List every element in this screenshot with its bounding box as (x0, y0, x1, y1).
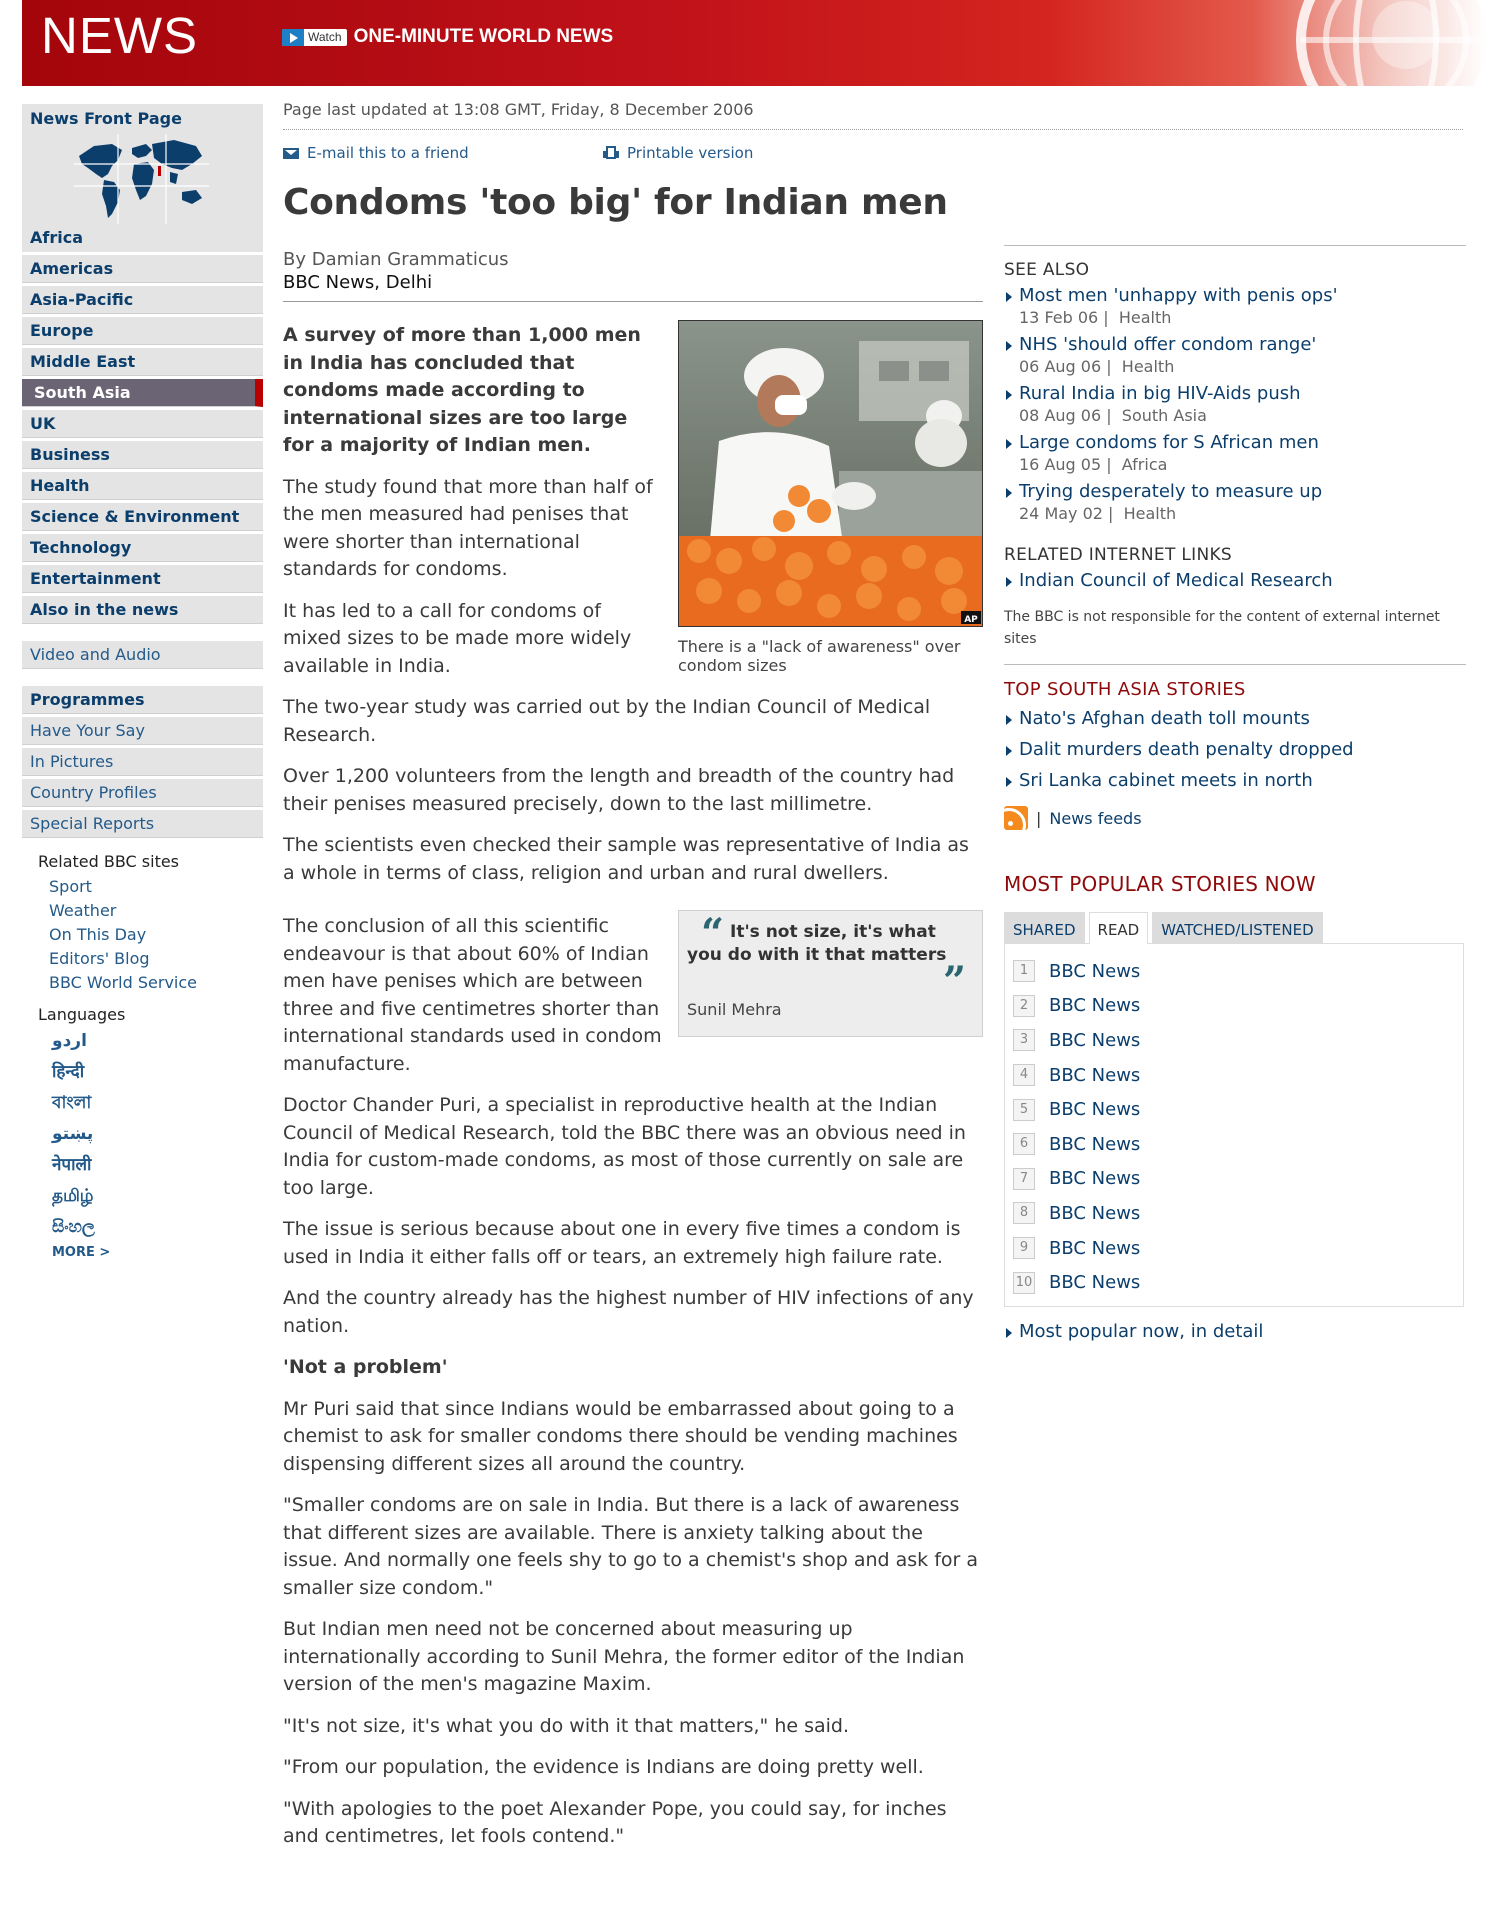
email-friend-link[interactable] (283, 144, 603, 162)
article-tools (283, 144, 983, 162)
languages-heading: Languages (38, 1005, 126, 1024)
pull-quote-text-wrap (687, 910, 974, 966)
updated-prefix: Page last updated at (283, 100, 454, 119)
top-story-link[interactable]: Sri Lanka cabinet meets in north (1004, 770, 1466, 792)
list-item (1013, 1231, 1463, 1266)
site-on-this-day[interactable]: On This Day (49, 925, 147, 944)
tab-watched-listened[interactable]: WATCHED/LISTENED (1152, 912, 1322, 944)
language-pashto[interactable]: پښتو (52, 1124, 94, 1144)
article-paragraph: "It's not size, it's what you do with it that matters," he said. (283, 1714, 850, 1737)
article-subheading: 'Not a problem' (283, 1356, 448, 1378)
divider (1004, 245, 1466, 246)
article-paragraph: Doctor Chander Puri, a specialist in reproductive health at the Indian Council of Medical Research, told the BBC there was an obvious need in India for custom-made condoms, as most of those currently on sale are too large. (283, 1094, 966, 1199)
popular-detail (1004, 1321, 1466, 1343)
rank-number: 7 (1013, 1168, 1035, 1190)
email-link-label: E-mail this to a friend (307, 144, 469, 162)
article-paragraph: "Smaller condoms are on sale in India. But there is a lack of awareness that different sizes are available. There is anxiety talking about the issue. And normally one feels shy to go to a chemist's shop and ask for a smaller size condom." (283, 1494, 979, 1599)
popular-link[interactable]: BBC News (1049, 1168, 1141, 1190)
photo-credit: AP (964, 615, 978, 625)
photo-caption: There is a "lack of awareness" over condom sizes (678, 637, 961, 675)
pull-quote (678, 910, 983, 1037)
nav-uk[interactable]: UK (22, 410, 263, 438)
tab-shared[interactable]: SHARED (1004, 912, 1085, 944)
nav-middle-east[interactable]: Middle East (22, 348, 263, 376)
byline-place: BBC News, Delhi (283, 272, 433, 293)
close-quote-icon: ” (942, 958, 966, 1005)
rank-number: 9 (1013, 1237, 1035, 1259)
nav-special-reports[interactable]: Special Reports (22, 810, 263, 838)
watch-badge (282, 29, 347, 46)
list-item (1013, 989, 1463, 1024)
popular-link[interactable]: BBC News (1049, 1237, 1141, 1259)
watch-title: ONE-MINUTE WORLD NEWS (353, 26, 614, 47)
nav-in-pictures[interactable]: In Pictures (22, 748, 263, 776)
list-item (1004, 770, 1466, 792)
list-item (1013, 1162, 1463, 1197)
list-item (1004, 481, 1466, 525)
nav-programmes[interactable]: Programmes (22, 686, 263, 714)
rank-number: 3 (1013, 1029, 1035, 1051)
site-sport[interactable]: Sport (49, 877, 92, 896)
popular-link[interactable]: BBC News (1049, 1272, 1141, 1294)
rank-number: 4 (1013, 1064, 1035, 1086)
article-paragraph: The conclusion of all this scientific endeavour is that about 60% of Indian men have penises which are between three and five centimetres shorter than international standards used in condom manufacture. (283, 915, 662, 1075)
article-paragraph: It has led to a call for condoms of mixed sizes to be made more widely available in India. (283, 599, 632, 677)
list-item (1013, 1058, 1463, 1093)
printer-icon (603, 146, 619, 160)
article-body (283, 322, 983, 1851)
nav-business[interactable]: Business (22, 441, 263, 469)
main-content (283, 100, 983, 1865)
article-paragraph: The study found that more than half of the men measured had penises that were shorter than international standards for condoms. (283, 475, 653, 580)
popular-link[interactable]: BBC News (1049, 1029, 1141, 1051)
most-popular-heading: MOST POPULAR STORIES NOW (1004, 872, 1316, 896)
popular-link[interactable]: BBC News (1049, 1133, 1141, 1155)
article-paragraph: But Indian men need not be concerned about measuring up internationally according to Sunil Mehra, the former editor of the Indian version of the men's magazine Maxim. (283, 1618, 965, 1695)
language-nepali[interactable]: नेपाली (52, 1155, 92, 1175)
byline (283, 249, 983, 293)
article-paragraph: The scientists even checked their sample was representative of India as a whole in terms of class, religion and urban and rural dwellers. (283, 834, 969, 884)
top-stories-heading: TOP SOUTH ASIA STORIES (1004, 679, 1246, 700)
see-also-list (1004, 285, 1466, 525)
play-icon (282, 29, 304, 46)
headline: Condoms 'too big' for Indian men (283, 182, 948, 223)
nav-technology[interactable]: Technology (22, 534, 263, 562)
header-banner (22, 0, 1486, 86)
rank-number: 2 (1013, 995, 1035, 1017)
nav-europe[interactable]: Europe (22, 317, 263, 345)
list-item (1004, 1321, 1466, 1343)
rank-number: 8 (1013, 1202, 1035, 1224)
rank-number: 6 (1013, 1133, 1035, 1155)
pull-quote-text: It's not size, it's what you do with it that matters (687, 922, 947, 965)
nav-south-asia[interactable]: South Asia (22, 379, 263, 407)
top-stories-list (1004, 708, 1466, 792)
left-navigation (22, 104, 263, 1260)
article-paragraph: "With apologies to the poet Alexander Pope, you could say, for inches and centimetres, let fools contend." (283, 1797, 947, 1847)
see-also-link[interactable]: NHS 'should offer condom range' (1004, 334, 1466, 356)
pull-quote-author: Sunil Mehra (687, 1000, 782, 1019)
see-also-link[interactable]: Trying desperately to measure up (1004, 481, 1466, 503)
related-sites-heading: Related BBC sites (38, 852, 180, 871)
language-sinhala[interactable]: සිංහල (52, 1217, 95, 1237)
popular-link[interactable]: BBC News (1049, 1064, 1141, 1086)
popular-link[interactable]: BBC News (1049, 1099, 1141, 1121)
article-paragraph: And the country already has the highest number of HIV infections of any nation. (283, 1287, 974, 1337)
news-logo[interactable]: NEWS (41, 7, 198, 64)
nav-country-profiles[interactable]: Country Profiles (22, 779, 263, 807)
article-paragraph: The issue is serious because about one in every five times a condom is used in India it either falls off or tears, an extremely high failure rate. (283, 1218, 961, 1268)
news-feeds[interactable] (1004, 806, 1466, 830)
watch-label: Watch (308, 30, 342, 44)
nav-science-environment[interactable]: Science & Environment (22, 503, 263, 531)
list-item (1004, 285, 1466, 329)
list-item (1013, 1092, 1463, 1127)
printable-version-link[interactable] (603, 144, 753, 162)
byline-divider (283, 301, 983, 302)
article-photo (678, 320, 983, 675)
popular-link[interactable]: BBC News (1049, 995, 1141, 1017)
site-weather[interactable]: Weather (49, 901, 117, 920)
list-item (1004, 334, 1466, 378)
see-also-meta: 08 Aug 06 | South Asia (1019, 406, 1207, 425)
feeds-separator: | (1036, 808, 1042, 828)
article-intro: A survey of more than 1,000 men in India has concluded that condoms made according to international sizes are too large for a majority of Indian men. (283, 324, 641, 456)
one-minute-news-link[interactable] (282, 26, 613, 48)
list-item (1013, 1196, 1463, 1231)
external-links-disclaimer: The BBC is not responsible for the content of external internet sites (1004, 609, 1440, 647)
popular-detail-link[interactable]: Most popular now, in detail (1004, 1321, 1466, 1343)
photo-image (678, 320, 983, 627)
news-feeds-label: News feeds (1049, 808, 1142, 828)
nav-entertainment[interactable]: Entertainment (22, 565, 263, 593)
nav-news-front-page[interactable]: News Front Page (30, 109, 182, 128)
article-paragraph: "From our population, the evidence is Indians are doing pretty well. (283, 1756, 924, 1778)
language-bengali[interactable]: বাংলা (52, 1093, 92, 1113)
related-links-list (1004, 570, 1466, 592)
list-item (1013, 1127, 1463, 1162)
list-item (1004, 739, 1466, 761)
list-item (1013, 1023, 1463, 1058)
language-hindi[interactable]: हिन्दी (52, 1062, 85, 1082)
nav-have-your-say[interactable]: Have Your Say (22, 717, 263, 745)
see-also-link[interactable]: Large condoms for S African men (1004, 432, 1466, 454)
nav-video-audio[interactable]: Video and Audio (22, 641, 263, 669)
rank-number: 10 (1013, 1272, 1035, 1294)
article-paragraph: Over 1,200 volunteers from the length and breadth of the country had their penises measured precisely, down to the last millimetre. (283, 765, 955, 815)
list-item (1013, 1265, 1463, 1300)
top-story-link[interactable]: Dalit murders death penalty dropped (1004, 739, 1466, 761)
related-link[interactable]: Indian Council of Medical Research (1004, 570, 1466, 592)
nav-also-in-the-news[interactable]: Also in the news (22, 596, 263, 624)
open-quote-icon: “ (701, 910, 725, 957)
divider (1004, 664, 1466, 665)
top-story-link[interactable]: Nato's Afghan death toll mounts (1004, 708, 1466, 730)
email-icon (283, 148, 299, 159)
tab-read[interactable]: READ (1089, 912, 1149, 944)
language-urdu[interactable]: اردو (52, 1031, 87, 1051)
nav-americas[interactable]: Americas (22, 255, 263, 283)
author: By Damian Grammaticus (283, 249, 509, 270)
nav-front-page-block (22, 104, 263, 252)
right-column (1004, 245, 1466, 1343)
see-also-heading: SEE ALSO (1004, 260, 1090, 280)
site-world-service[interactable]: BBC World Service (49, 973, 197, 992)
list-item (1004, 570, 1466, 592)
languages (22, 1005, 263, 1260)
globe-graphic (1246, 0, 1486, 86)
list-item (1004, 708, 1466, 730)
see-also-meta: 06 Aug 06 | Health (1019, 357, 1175, 376)
see-also-link[interactable]: Rural India in big HIV-Aids push (1004, 383, 1466, 405)
see-also-link[interactable]: Most men 'unhappy with penis ops' (1004, 285, 1466, 307)
popular-list (1004, 943, 1464, 1307)
list-item (1004, 383, 1466, 427)
see-also-meta: 24 May 02 | Health (1019, 504, 1177, 523)
nav-africa[interactable]: Africa (30, 228, 83, 247)
updated-time: 13:08 GMT, Friday, 8 December 2006 (453, 100, 754, 119)
related-links-heading: RELATED INTERNET LINKS (1004, 545, 1232, 565)
print-link-label: Printable version (627, 144, 754, 162)
world-map-icon[interactable] (22, 132, 263, 224)
nav-health[interactable]: Health (22, 472, 263, 500)
popular-tabs (1004, 912, 1466, 944)
rank-number: 1 (1013, 960, 1035, 982)
related-bbc-sites (22, 852, 263, 995)
rank-number: 5 (1013, 1099, 1035, 1121)
rss-icon (1004, 806, 1028, 830)
see-also-meta: 13 Feb 06 | Health (1019, 308, 1172, 327)
popular-link[interactable]: BBC News (1049, 960, 1141, 982)
list-item (1004, 432, 1466, 476)
see-also-meta: 16 Aug 05 | Africa (1019, 455, 1168, 474)
language-tamil[interactable]: தமிழ் (52, 1186, 94, 1206)
list-item (1013, 954, 1463, 989)
site-editors-blog[interactable]: Editors' Blog (49, 949, 150, 968)
article-paragraph: The two-year study was carried out by the Indian Council of Medical Research. (283, 696, 931, 746)
last-updated (283, 100, 1463, 130)
nav-asia-pacific[interactable]: Asia-Pacific (22, 286, 263, 314)
article-paragraph: Mr Puri said that since Indians would be embarrassed about going to a chemist to ask for smaller condoms there should be vending machines dispensing different sizes all around the country. (283, 1397, 958, 1475)
popular-link[interactable]: BBC News (1049, 1202, 1141, 1224)
languages-more-link[interactable]: MORE > (52, 1245, 111, 1260)
